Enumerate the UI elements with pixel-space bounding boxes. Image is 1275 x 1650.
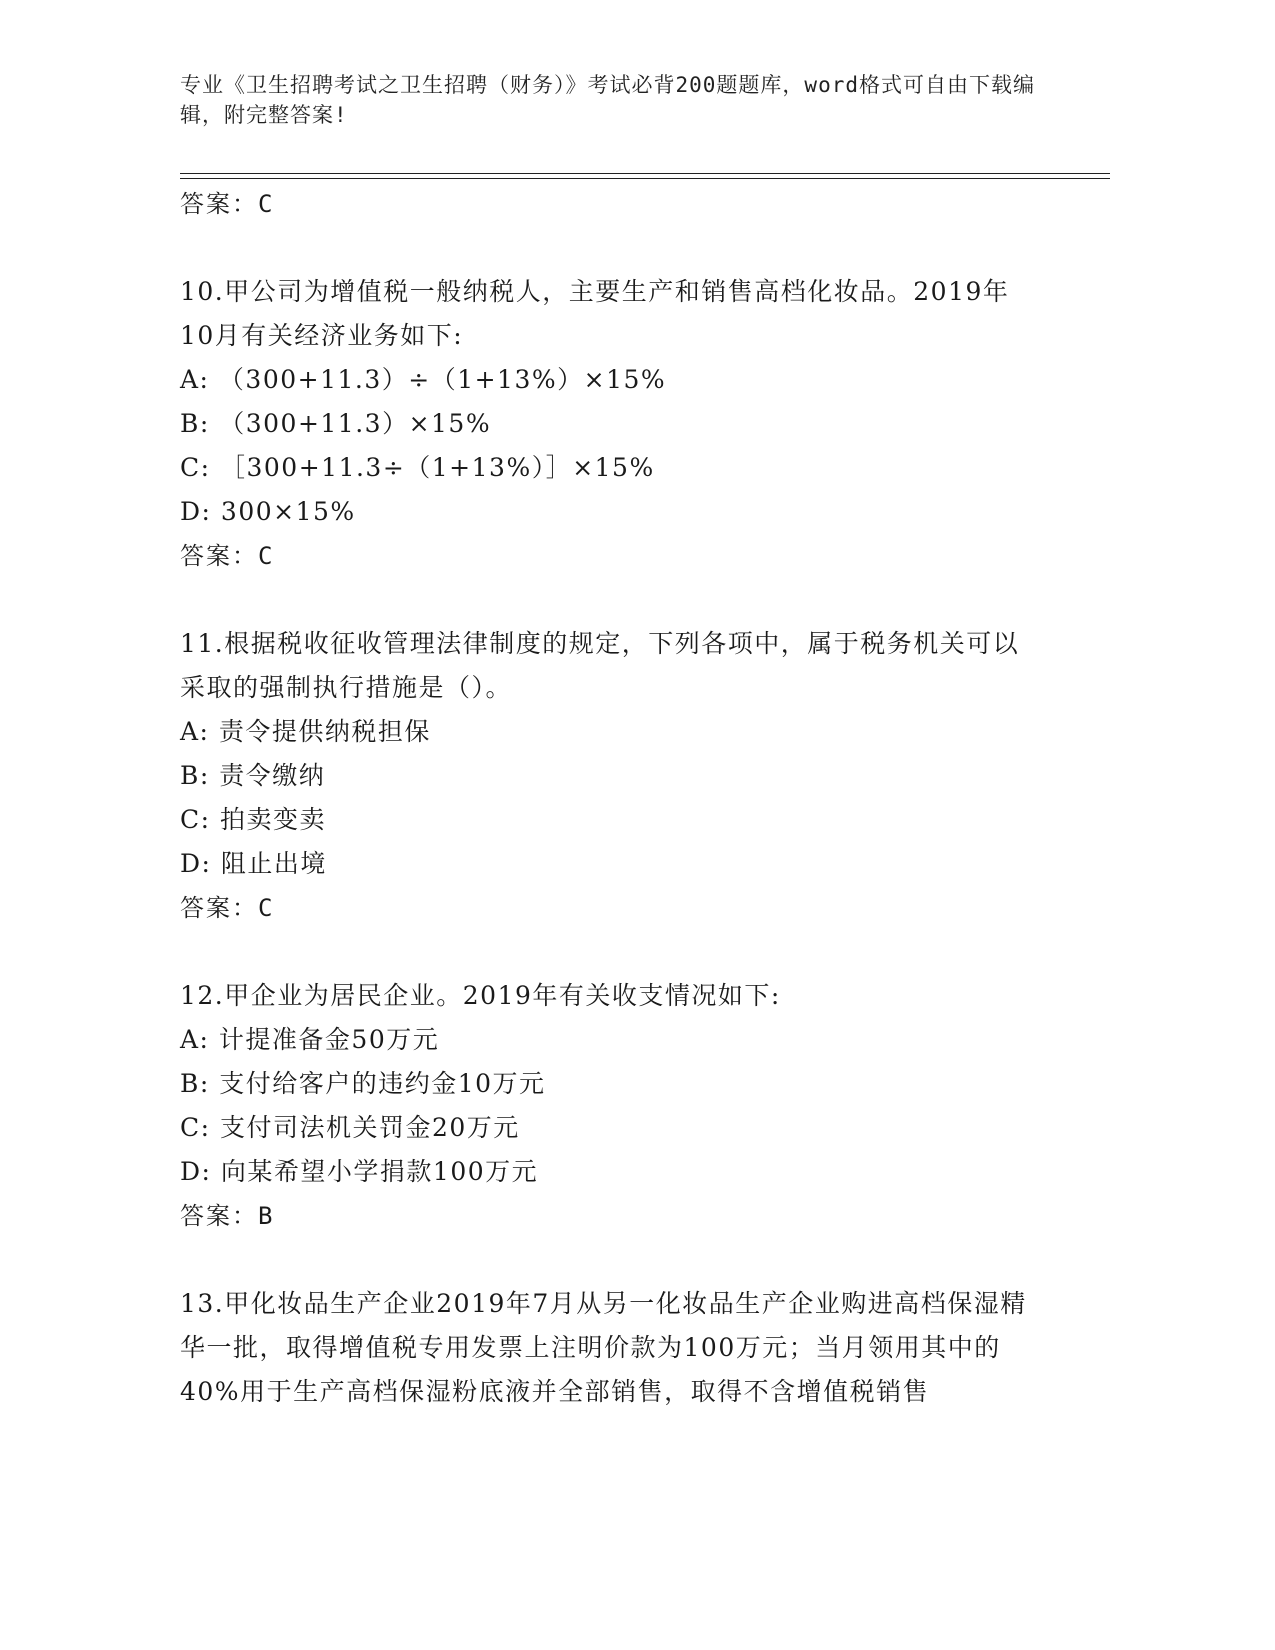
question-list <box>180 182 1110 1414</box>
option-b: B: 责令缴纳 <box>180 761 326 790</box>
question-stem: 11.根据税收征收管理法律制度的规定，下列各项中，属于税务机关可以采取的强制执行措施是（）。 <box>180 629 1020 702</box>
header-divider-secondary <box>180 178 1110 179</box>
option-c: C: 拍卖变卖 <box>180 805 326 834</box>
option-a: A: 责令提供纳税担保 <box>180 717 431 746</box>
option-d: D: 300×15% <box>180 497 356 526</box>
option-d: D: 向某希望小学捐款100万元 <box>180 1157 539 1186</box>
document-header: 专业《卫生招聘考试之卫生招聘（财务）》考试必背200题题库，word格式可自由下载编辑，附完整答案! <box>180 73 1035 127</box>
question-13 <box>180 1282 1110 1414</box>
question-stem: 13.甲化妆品生产企业2019年7月从另一化妆品生产企业购进高档保湿精华一批，取得增值税专用发票上注明价款为100万元；当月领用其中的40%用于生产高档保湿粉底液并全部销售，取得不含增值税销售 <box>180 1289 1027 1406</box>
option-d: D: 阻止出境 <box>180 849 327 878</box>
question-10 <box>180 270 1110 578</box>
document-page <box>180 70 1110 1406</box>
question-12 <box>180 974 1110 1238</box>
question-stem: 10.甲公司为增值税一般纳税人，主要生产和销售高档化妆品。2019年10月有关经济业务如下: <box>180 277 1010 350</box>
option-b: B: （300+11.3）×15% <box>180 409 492 438</box>
option-b: B: 支付给客户的违约金10万元 <box>180 1069 546 1098</box>
question-11 <box>180 622 1110 930</box>
header-divider <box>180 173 1110 174</box>
option-c: C: 支付司法机关罚金20万元 <box>180 1113 520 1142</box>
answer-q9: 答案：C <box>180 190 275 218</box>
option-a: A: （300+11.3）÷（1+13%）×15% <box>180 365 667 394</box>
question-stem: 12.甲企业为居民企业。2019年有关收支情况如下: <box>180 981 781 1010</box>
answer-q11: 答案：C <box>180 894 275 922</box>
answer-q12: 答案：B <box>180 1202 275 1230</box>
answer-q10: 答案：C <box>180 542 275 570</box>
option-c: C: ［300+11.3÷（1+13%）］×15% <box>180 453 655 482</box>
option-a: A: 计提准备金50万元 <box>180 1025 440 1054</box>
